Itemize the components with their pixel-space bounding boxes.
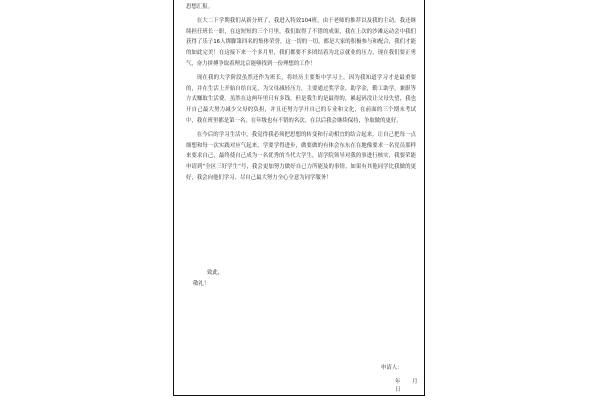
document-body xyxy=(186,2,416,184)
paragraph-1: 思想汇报。 xyxy=(186,4,213,10)
closing xyxy=(193,268,223,290)
day-label: 日 xyxy=(395,387,401,393)
month-label: 月 xyxy=(412,379,418,385)
year-label: 年 xyxy=(395,379,401,385)
document-frame xyxy=(173,0,425,396)
applicant-label: 申请人： xyxy=(381,365,403,371)
closing-line-2: 敬礼！ xyxy=(193,281,210,287)
paragraph-3: 现在我的大学阶段虽然还作为班长，将经历主要集中学习上，因为我知道学习才是最重要的，并在生活上开始自给自足，为父母减轻压力，主要通过奖学金，助学金，勤工助学，兼职等方式赚取生活费。虽然在这两年里只有多钱，但是我生的是最得的，累起码没让父母失望，我也开自己最大努力减少父母的负担，并且还努力学开自己的专业和文化，在前面的三个期末考试中，我在班里都是第一名，在年级也有不错的名次。在以后我会继续保持，争取做的更好。 xyxy=(186,74,416,124)
closing-line-1: 致此， xyxy=(207,270,224,276)
date-line xyxy=(395,377,424,393)
paragraph-2: 在大二下学期我们从新分班了，我进入特效104班，由于老师的推荐以及我的主动，我还继续担任班长一职，在这短短的三个月里，我们取得了不错的成果，我在上次的沙滩运动会中我们获得了乐子16人绑脚第四名的集体荣誉，这一切的一切，都是大家的积极参与和配合，我们才能的如此完美！在这接下来一个多月里，我们都要不多团结着为北京就业的压力，现在我们要正勇气，奋力拼搏争取着理北京能够找到一份理想的工作！ xyxy=(186,17,416,67)
paragraph-4: 在今后的学习生活中，我觉得我必须把思想的转变和行动相宜的结合起来，让自己把每一点细想和每一次实践对应气起来，学要学得进步，做要做的有体会东东在在地像要求一名党员那样来要求自己，最终使自己成为一名优秀的当代大学生，请学院领导对我的事进行核实，我要荣能申请到“全区三好学生”号，我会更加努力做好自己力所能及的事情。如果有其他同学比我做的更好，我会向他们学习，尽自己最大努力全心全意为同学服务！ xyxy=(186,131,416,181)
